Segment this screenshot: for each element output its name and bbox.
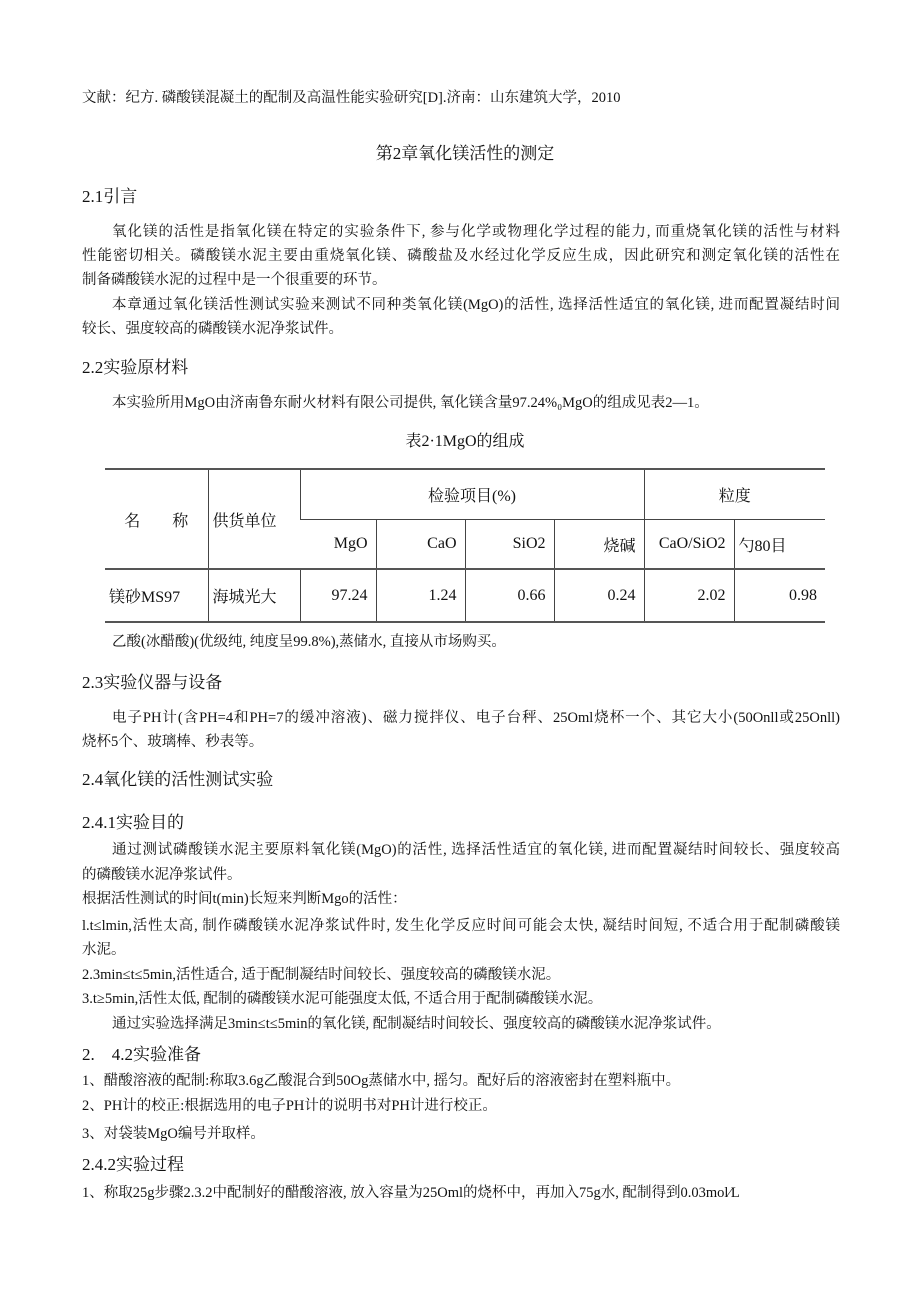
table-row (105, 569, 825, 622)
subheader-cao: CaO (376, 520, 465, 570)
paragraph-line: 氧化镁的活性是指氧化镁在特定的实验条件下, 参与化学或物理化学过程的能力, 而重烧氧化镁的活性与材料 (112, 224, 840, 240)
paragraph-line: 乙酸(冰醋酸)(优级纯, 纯度呈99.8%),蒸储水, 直接从市场购买。 (112, 634, 506, 650)
chapter-title: 第2章氧化镁活性的测定 (375, 144, 555, 163)
section-heading-2-2: 2.2实验原材料 (82, 358, 189, 377)
paragraph-line: 本实验所用MgO由济南鲁东耐火材料有限公司提供, 氧化镁含量97.24%₀MgO的组成见表2—1。 (112, 395, 709, 411)
section-heading-2-3: 2.3实验仪器与设备 (82, 673, 223, 692)
list-item: 2、PH计的校正:根据选用的电子PH计的说明书对PH计进行校正。 (82, 1098, 497, 1114)
criteria-item: 水泥。 (82, 942, 126, 958)
header-particle-size: 粒度 (644, 469, 825, 520)
cell-value: 0.98 (734, 569, 825, 622)
paragraph-line: 电子PH计(含PH=4和PH=7的缓冲溶液)、磁力搅拌仪、电子台秤、25Oml烧杯一个、其它大小(50Onll或25Onll) (112, 710, 840, 726)
subheader-80-mesh: 勺80目 (734, 520, 825, 570)
section-heading-2-4-2-process: 2.4.2实验过程 (82, 1155, 184, 1174)
criteria-item: 2.3min≤t≤5min,活性适合, 适于配制凝结时间较长、强度较高的磷酸镁水泥。 (82, 967, 561, 983)
list-item: 1、醋酸溶液的配制:称取3.6g乙酸混合到50Og蒸储水中, 摇匀。配好后的溶液密封在塑料瓶中。 (82, 1073, 681, 1089)
paragraph-line: 性能密切相关。磷酸镁水泥主要由重烧氧化镁、磷酸盐及水经过化学反应生成，因此研究和测定氧化镁的活性在 (82, 248, 840, 264)
criteria-item: l.t≤lmin,活性太高, 制作磷酸镁水泥净浆试件时, 发生化学反应时间可能会太快, 凝结时间短, 不适合用于配制磷酸镁 (82, 918, 840, 934)
paragraph-line: 根据活性测试的时间t(min)长短来判断Mgo的活性： (82, 891, 407, 907)
subheader-sio2: SiO2 (465, 520, 554, 570)
paragraph-line: 烧杯5个、玻璃棒、秒表等。 (82, 734, 264, 750)
cell-value: 1.24 (376, 569, 465, 622)
cell-value: 97.24 (300, 569, 376, 622)
section-heading-2-4: 2.4氧化镁的活性测试实验 (82, 770, 274, 789)
header-name: 名 称 (105, 469, 208, 569)
cell-value: 0.24 (554, 569, 644, 622)
header-supplier: 供货单位 (208, 469, 300, 569)
paragraph-line: 的磷酸镁水泥净浆试件。 (82, 867, 242, 883)
criteria-item: 3.t≥5min,活性太低, 配制的磷酸镁水泥可能强度太低, 不适合用于配制磷酸镁水泥。 (82, 991, 603, 1007)
mgo-composition-table (105, 468, 825, 623)
paragraph-line: 较长、强度较高的磷酸镁水泥净浆试件。 (82, 321, 343, 337)
header-test-items: 检验项目(%) (300, 469, 644, 520)
list-item: 3、对袋装MgO编号并取样。 (82, 1126, 265, 1142)
cell-value: 0.66 (465, 569, 554, 622)
list-item: 1、称取25g步骤2.3.2中配制好的醋酸溶液, 放入容量为25Oml的烧杯中，再加入75g水, 配制得到0.03mol⁄L (82, 1185, 740, 1201)
cell-name: 镁砂MS97 (105, 569, 208, 622)
section-heading-2-4-1: 2.4.1实验目的 (82, 813, 184, 832)
paragraph-line: 通过测试磷酸镁水泥主要原料氧化镁(MgO)的活性, 选择活性适宜的氧化镁, 进而配置凝结时间较长、强度较高 (112, 842, 840, 858)
paragraph-line: 通过实验选择满足3min≤t≤5min的氧化镁, 配制凝结时间较长、强度较高的磷酸镁水泥净浆试件。 (112, 1016, 721, 1032)
subheader-caustic: 烧碱 (554, 520, 644, 570)
table-caption: 表2·1MgO的组成 (405, 433, 525, 450)
subheader-mgo: MgO (300, 520, 376, 570)
subheader-cao-sio2: CaO/SiO2 (644, 520, 734, 570)
cell-value: 2.02 (644, 569, 734, 622)
paragraph-line: 制备磷酸镁水泥的过程中是一个很重要的环节。 (82, 272, 387, 288)
paragraph-line: 本章通过氧化镁活性测试实验来测试不同种类氧化镁(MgO)的活性, 选择活性适宜的氧化镁, 进而配置凝结时间 (112, 297, 840, 313)
cell-supplier: 海城光大 (208, 569, 300, 622)
section-heading-2-1: 2.1引言 (82, 187, 138, 206)
reference-citation: 文献：纪方. 磷酸镁混凝土的配制及高温性能实验研究[D].济南：山东建筑大学，2010 (82, 90, 621, 106)
section-heading-2-4-2-prep: 2. 4.2实验准备 (82, 1045, 201, 1064)
